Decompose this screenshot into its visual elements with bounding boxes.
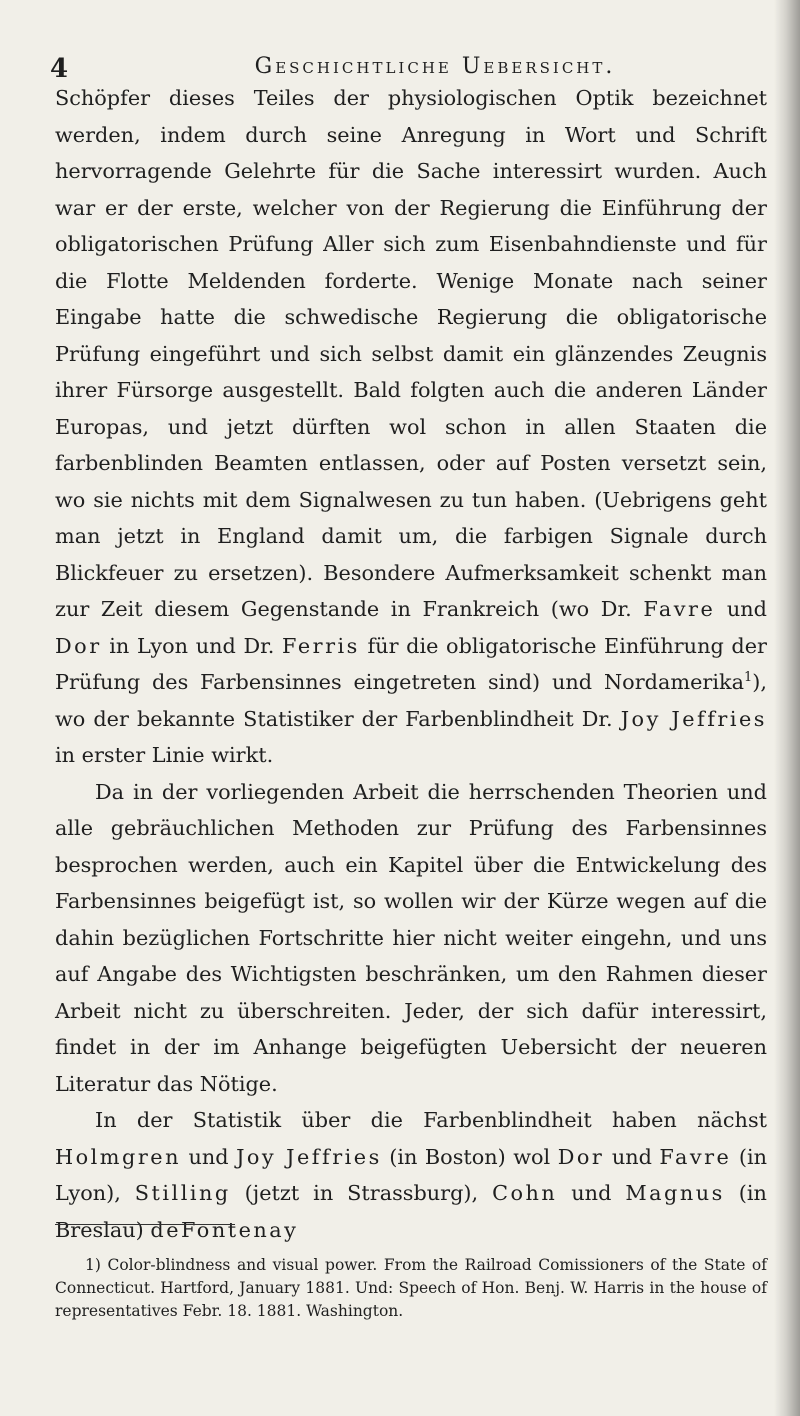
body-text bbox=[55, 80, 767, 1248]
name-favre: Favre bbox=[659, 1144, 732, 1169]
text-run: in erster Linie wirkt. bbox=[55, 743, 274, 767]
paragraph-2: Da in der vorliegenden Arbeit die herrschenden Theorien und alle gebräuchlichen Methoden zur Prüfung des Farbensinnes besprochen werden, auch ein Kapitel über die Entwickelung des Farbensinnes beigefügt ist, so wollen wir der Kürze wegen auf die dahin bezüglichen Fortschritte hier nicht weiter eingehn, und uns auf Angabe des Wichtigsten beschränken, um den Rahmen dieser Arbeit nicht zu überschreiten. Jeder, der sich dafür interessirt, findet in der im Anhange beigefügten Uebersicht der neueren Literatur das Nötige. bbox=[55, 779, 767, 1096]
name-magnus: Magnus bbox=[625, 1181, 725, 1205]
name-joy-jeffries: Joy Jeffries bbox=[236, 1144, 382, 1169]
page-number: 4 bbox=[50, 54, 69, 84]
name-joy-jeffries: Joy Jeffries bbox=[620, 706, 767, 731]
name-favre: Favre bbox=[643, 597, 716, 621]
text-run: (in Breslau) bbox=[55, 1181, 767, 1242]
running-title: Geschichtliche Uebersicht. bbox=[254, 54, 616, 79]
name-dor: Dor bbox=[55, 633, 102, 658]
name-holmgren: Holmgren bbox=[55, 1144, 181, 1169]
text-run: (in Boston) wol bbox=[389, 1144, 551, 1169]
text-run: (jetzt in Strassburg), bbox=[244, 1181, 479, 1205]
text-run: für die obligatorische Einführung der Prüfung des Farbensinnes eingetreten sind) und Nordamerika bbox=[55, 633, 767, 694]
footnote-reference: 1 bbox=[743, 670, 753, 686]
paragraph-1 bbox=[55, 80, 767, 774]
text-run: (in Lyon), bbox=[55, 1144, 767, 1205]
page-edge-shadow bbox=[774, 0, 800, 1416]
name-stilling: Stilling bbox=[134, 1181, 231, 1205]
footnote-divider bbox=[55, 1224, 235, 1225]
text-run: in Lyon und Dr. bbox=[109, 633, 275, 658]
text-run: und bbox=[611, 1144, 652, 1169]
text-run: ), wo der bekannte Statistiker der Farbenblindheit Dr. bbox=[55, 670, 767, 731]
text-run: In der Statistik über die Farbenblindheit haben nächst bbox=[95, 1108, 767, 1132]
text-run: und bbox=[726, 597, 767, 621]
footnote-1: 1) Color-blindness and visual power. From the Railroad Comissioners of the State of Connecticut. Hartford, January 1881. Und: Speech of Hon. Benj. W. Harris in the house of representatives Febr. 18. 1881. Washington. bbox=[55, 1256, 767, 1320]
paragraph-3 bbox=[55, 1102, 767, 1248]
text-run: und bbox=[571, 1181, 612, 1205]
name-ferris: Ferris bbox=[282, 633, 360, 658]
name-dor: Dor bbox=[557, 1144, 605, 1169]
name-de-fontenay: deFontenay bbox=[150, 1217, 299, 1242]
text-run: Schöpfer dieses Teiles der physiologischen Optik bezeichnet werden, indem durch seine Anregung in Wort und Schrift hervorragende Gelehrte für die Sache interessirt wurden. Auch war er der erste, welcher von der Regierung die Einführung der obligatorischen Prüfung Aller sich zum Eisenbahndienste und für die Flotte Meldenden forderte. Wenige Monate nach seiner Eingabe hatte die schwedische Regierung die obligatorische Prüfung eingeführt und sich selbst damit ein glänzendes Zeugnis ihrer Fürsorge ausgestellt. Bald folgten auch die anderen Länder Europas, und jetzt dürften wol schon in allen Staaten die farbenblinden Beamten entlassen, oder auf Posten versetzt sein, wo sie nichts mit dem Signalwesen zu tun haben. (Uebrigens geht man jetzt in England damit um, die farbigen Signale durch Blickfeuer zu ersetzen). Besondere Aufmerksamkeit schenkt man zur Zeit diesem Gegenstande in Frankreich (wo Dr. bbox=[55, 86, 767, 621]
footnotes bbox=[55, 1254, 767, 1323]
text-run: und bbox=[188, 1144, 229, 1169]
name-cohn: Cohn bbox=[492, 1181, 558, 1205]
